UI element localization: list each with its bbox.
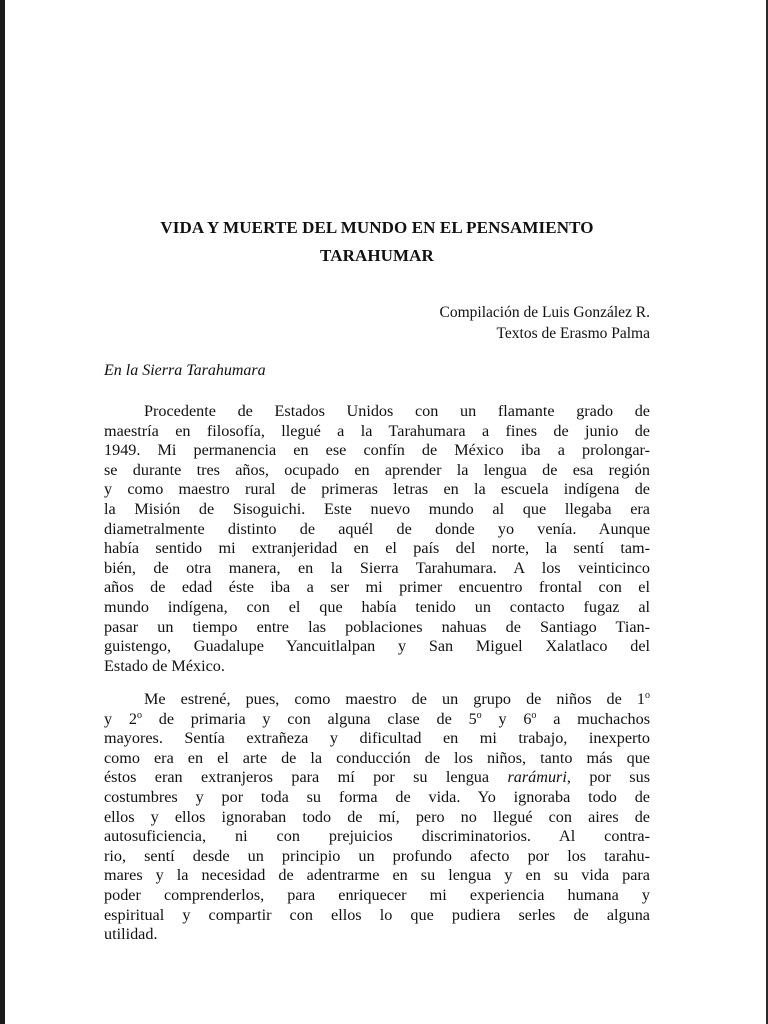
document-title: [104, 214, 650, 270]
paragraph-line: pasar un tiempo entre las poblaciones nahuas de Santiago Tian-: [104, 617, 650, 636]
paragraph-line: se durante tres años, ocupado en aprender la lengua de esa región: [104, 460, 650, 479]
paragraph-line: autosuficiencia, ni con prejuicios discriminatorios. Al contra-: [104, 827, 650, 846]
compiler-credit: Compilación de Luis González R.: [439, 304, 650, 321]
ordinal-superscript: o: [136, 709, 142, 721]
ordinal-superscript: o: [645, 690, 650, 701]
italic-word: rarámuri: [507, 768, 567, 787]
paragraph-line: rio, sentí desde un principio un profundo afecto por los tarahu-: [104, 846, 650, 865]
paragraph-line: la Misión de Sisoguichi. Este nuevo mundo al que llegaba era: [104, 499, 650, 518]
paragraph-line: y como maestro rural de primeras letras en la escuela indígena de: [104, 480, 650, 499]
paragraph-line: ellos y ellos ignoraban todo de mí, pero no llegué con aires de: [104, 807, 650, 826]
paragraph-line: Estado de México.: [104, 656, 225, 675]
paragraph-1: [104, 402, 650, 676]
paragraph-line: espiritual y compartir con ellos lo que pudiera serles de alguna: [104, 905, 650, 924]
paragraph-line: maestría en filosofía, llegué a la Tarahumara a fines de junio de: [104, 421, 650, 440]
paragraph-line: diametralmente distinto de aquél de donde yo venía. Aunque: [104, 519, 650, 538]
paragraph-line: mundo indígena, con el que había tenido un contacto fugaz al: [104, 597, 650, 616]
ordinal-superscript: o: [531, 709, 537, 721]
title-line-1: VIDA Y MUERTE DEL MUNDO EN EL PENSAMIENTO: [160, 218, 594, 237]
paragraph-line: bién, de otra manera, en la Sierra Tarahumara. A los veinticinco: [104, 558, 650, 577]
section-heading: En la Sierra Tarahumara: [104, 362, 266, 379]
paragraph-line: [104, 710, 650, 730]
texts-credit: Textos de Erasmo Palma: [496, 325, 650, 342]
credits: [440, 302, 651, 344]
paragraph-line: había sentido mi extranjeridad en el país del norte, la sentí tam-: [104, 539, 650, 558]
paragraph-line: mares y la necesidad de adentrarme en su lengua y en su vida para: [104, 866, 650, 885]
paragraph-line: años de edad éste iba a ser mi primer encuentro frontal con el: [104, 578, 650, 597]
paragraph-line: guistengo, Guadalupe Yancuitlalpan y San Miguel Xalatlaco del: [104, 637, 650, 656]
paragraph-2: [104, 690, 650, 945]
paragraph-line: Procedente de Estados Unidos con un flamante grado de: [144, 402, 650, 420]
text-run: y 2: [104, 709, 137, 728]
paragraph-line: utilidad.: [104, 925, 158, 944]
text-run: Me estrené, pues, como maestro de un grupo de niños de 1: [144, 690, 645, 708]
text-run: , por sus: [566, 768, 650, 787]
paragraph-line: [104, 768, 650, 788]
paragraph-line: 1949. Mi permanencia en ese confín de México iba a prolongar-: [104, 441, 650, 460]
title-line-2: TARAHUMAR: [320, 246, 434, 265]
text-run: de primaria y con alguna clase de 5: [141, 709, 477, 728]
paragraph-line: como era en el arte de la conducción de los niños, tanto más que: [104, 748, 650, 767]
ordinal-superscript: o: [476, 709, 482, 721]
scan-edge-left: [0, 0, 5, 1024]
paragraph-line: poder comprenderlos, para enriquecer mi experiencia humana y: [104, 885, 650, 904]
paragraph-line: costumbres y por toda su forma de vida. Yo ignoraba todo de: [104, 787, 650, 806]
text-run: a muchachos: [536, 709, 650, 728]
text-run: y 6: [481, 709, 532, 728]
paragraph-line: [104, 690, 650, 710]
paragraph-line: mayores. Sentía extrañeza y dificultad en mi trabajo, inexperto: [104, 729, 650, 748]
text-run: éstos eran extranjeros para mí por su lengua: [104, 768, 508, 787]
